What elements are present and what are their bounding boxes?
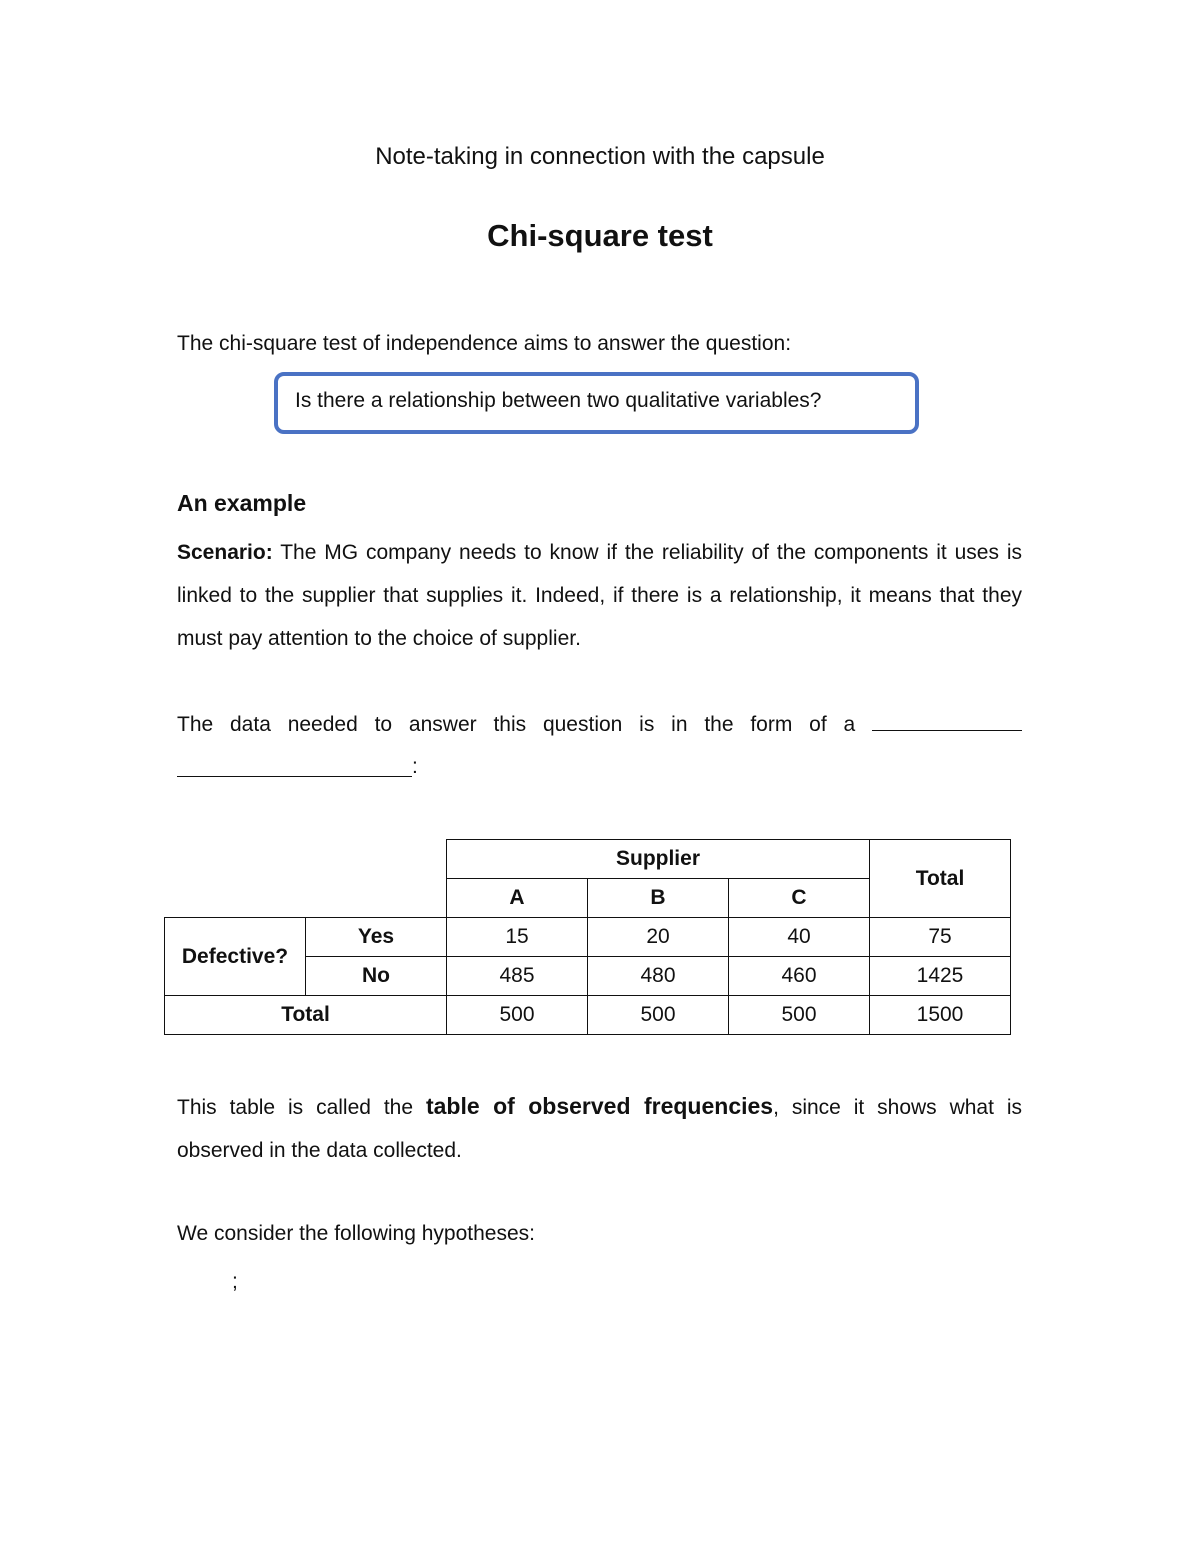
- scenario-paragraph: [177, 531, 1022, 660]
- table-cell: 1425: [870, 957, 1011, 996]
- fill-in-blank-continued: [177, 760, 412, 777]
- document-title: Chi-square test: [487, 218, 713, 253]
- supplier-c-header: C: [729, 879, 870, 918]
- data-form-text: The data needed to answer this question is in the form of a: [177, 713, 856, 736]
- row-label: No: [306, 957, 447, 996]
- supplier-header: Supplier: [447, 840, 870, 879]
- supplier-b-header: B: [588, 879, 729, 918]
- scenario-text: The MG company needs to know if the reliability of the components it uses is linked to the supplier that supplies it. Indeed, if there is a relationship, it means that they must pay attention to the choice of supplier.: [177, 541, 1022, 650]
- document-subtitle: Note-taking in connection with the capsule: [375, 143, 825, 170]
- table-cell: 500: [588, 996, 729, 1035]
- fill-in-blank: [872, 712, 1022, 731]
- table-corner: [165, 840, 447, 879]
- example-heading: An example: [177, 490, 307, 516]
- table-cell: 15: [447, 918, 588, 957]
- row-group-header: Defective?: [165, 918, 306, 996]
- table-cell: 40: [729, 918, 870, 957]
- intro-text: The chi-square test of independence aims to answer the question:: [177, 332, 792, 355]
- table-cell: 75: [870, 918, 1011, 957]
- data-form-paragraph: [177, 703, 1022, 746]
- row-label: Yes: [306, 918, 447, 957]
- explanation-part2: , since it shows what is observed in the data collected.: [177, 1096, 1023, 1162]
- table-cell: 480: [588, 957, 729, 996]
- explanation-part1: This table is called the: [177, 1096, 426, 1119]
- table-cell: 460: [729, 957, 870, 996]
- table-cell: 1500: [870, 996, 1011, 1035]
- table-cell: 20: [588, 918, 729, 957]
- explanation-emphasis: table of observed frequencies: [425, 1093, 774, 1119]
- table-row: [165, 996, 1011, 1035]
- hypotheses-semicolon: ;: [232, 1270, 238, 1293]
- observed-frequencies-table: [164, 839, 1011, 1035]
- hypotheses-text: We consider the following hypotheses:: [177, 1222, 535, 1245]
- table-explanation: [177, 1085, 1022, 1172]
- scenario-label: Scenario:: [177, 541, 273, 564]
- table-corner: [165, 879, 447, 918]
- table-cell: 500: [729, 996, 870, 1035]
- blank-colon: :: [412, 755, 418, 778]
- question-text: Is there a relationship between two qualitative variables?: [295, 389, 822, 412]
- table-row: [165, 918, 1011, 957]
- question-box: [274, 372, 919, 434]
- total-column-header: Total: [870, 840, 1011, 918]
- total-row-label: Total: [165, 996, 447, 1035]
- supplier-a-header: A: [447, 879, 588, 918]
- table-cell: 500: [447, 996, 588, 1035]
- table-cell: 485: [447, 957, 588, 996]
